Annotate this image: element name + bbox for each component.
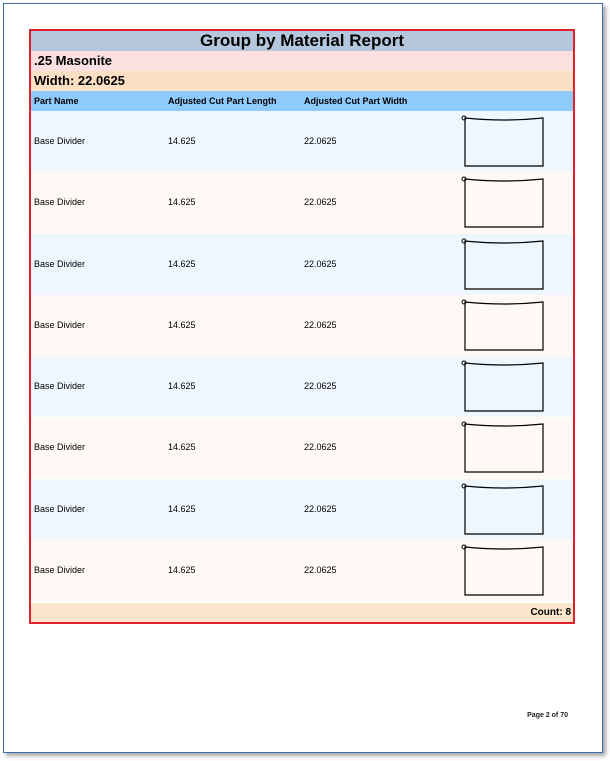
column-header-width: Adjusted Cut Part Width [304, 96, 408, 106]
part-name-cell: Base Divider [34, 136, 86, 146]
part-name-cell: Base Divider [34, 503, 86, 514]
material-heading: .25 Masonite [31, 51, 573, 71]
part-preview-icon [461, 483, 547, 537]
length-cell: 14.625 [168, 197, 196, 208]
part-preview-icon [461, 544, 547, 598]
column-header-part-name: Part Name [34, 96, 79, 106]
table-row [31, 540, 573, 601]
length-cell: 14.625 [168, 442, 196, 453]
table-row [31, 295, 573, 356]
width-heading: Width: 22.0625 [31, 71, 573, 91]
part-name-cell: Base Divider [34, 564, 86, 575]
part-preview-icon [461, 360, 547, 414]
table-row [31, 417, 573, 478]
length-cell: 14.625 [168, 258, 196, 269]
table-row [31, 356, 573, 417]
count-footer: Count: 8 [31, 603, 573, 622]
width-cell: 22.0625 [304, 503, 337, 514]
part-preview-icon [461, 176, 547, 230]
report-title: Group by Material Report [31, 31, 573, 51]
part-name-cell: Base Divider [34, 442, 86, 453]
table-row [31, 172, 573, 233]
part-preview-icon [461, 299, 547, 353]
column-header-length: Adjusted Cut Part Length [168, 96, 277, 106]
length-cell: 14.625 [168, 564, 196, 575]
length-cell: 14.625 [168, 381, 196, 391]
width-cell: 22.0625 [304, 319, 337, 330]
part-preview-icon [461, 115, 547, 169]
table-row [31, 234, 573, 295]
length-cell: 14.625 [168, 136, 196, 146]
width-cell: 22.0625 [304, 136, 337, 146]
part-preview-icon [461, 421, 547, 475]
width-cell: 22.0625 [304, 442, 337, 453]
part-name-cell: Base Divider [34, 258, 86, 269]
width-cell: 22.0625 [304, 381, 337, 391]
column-header-row [31, 91, 573, 111]
table-row [31, 111, 573, 172]
length-cell: 14.625 [168, 503, 196, 514]
part-name-cell: Base Divider [34, 381, 86, 391]
width-cell: 22.0625 [304, 564, 337, 575]
width-cell: 22.0625 [304, 197, 337, 208]
width-cell: 22.0625 [304, 258, 337, 269]
report-page [3, 3, 603, 753]
part-name-cell: Base Divider [34, 197, 86, 208]
parts-list [31, 111, 573, 601]
table-row [31, 479, 573, 540]
part-preview-icon [461, 238, 547, 292]
page-number: Page 2 of 70 [527, 712, 568, 719]
report-frame [29, 29, 575, 624]
length-cell: 14.625 [168, 319, 196, 330]
part-name-cell: Base Divider [34, 319, 86, 330]
